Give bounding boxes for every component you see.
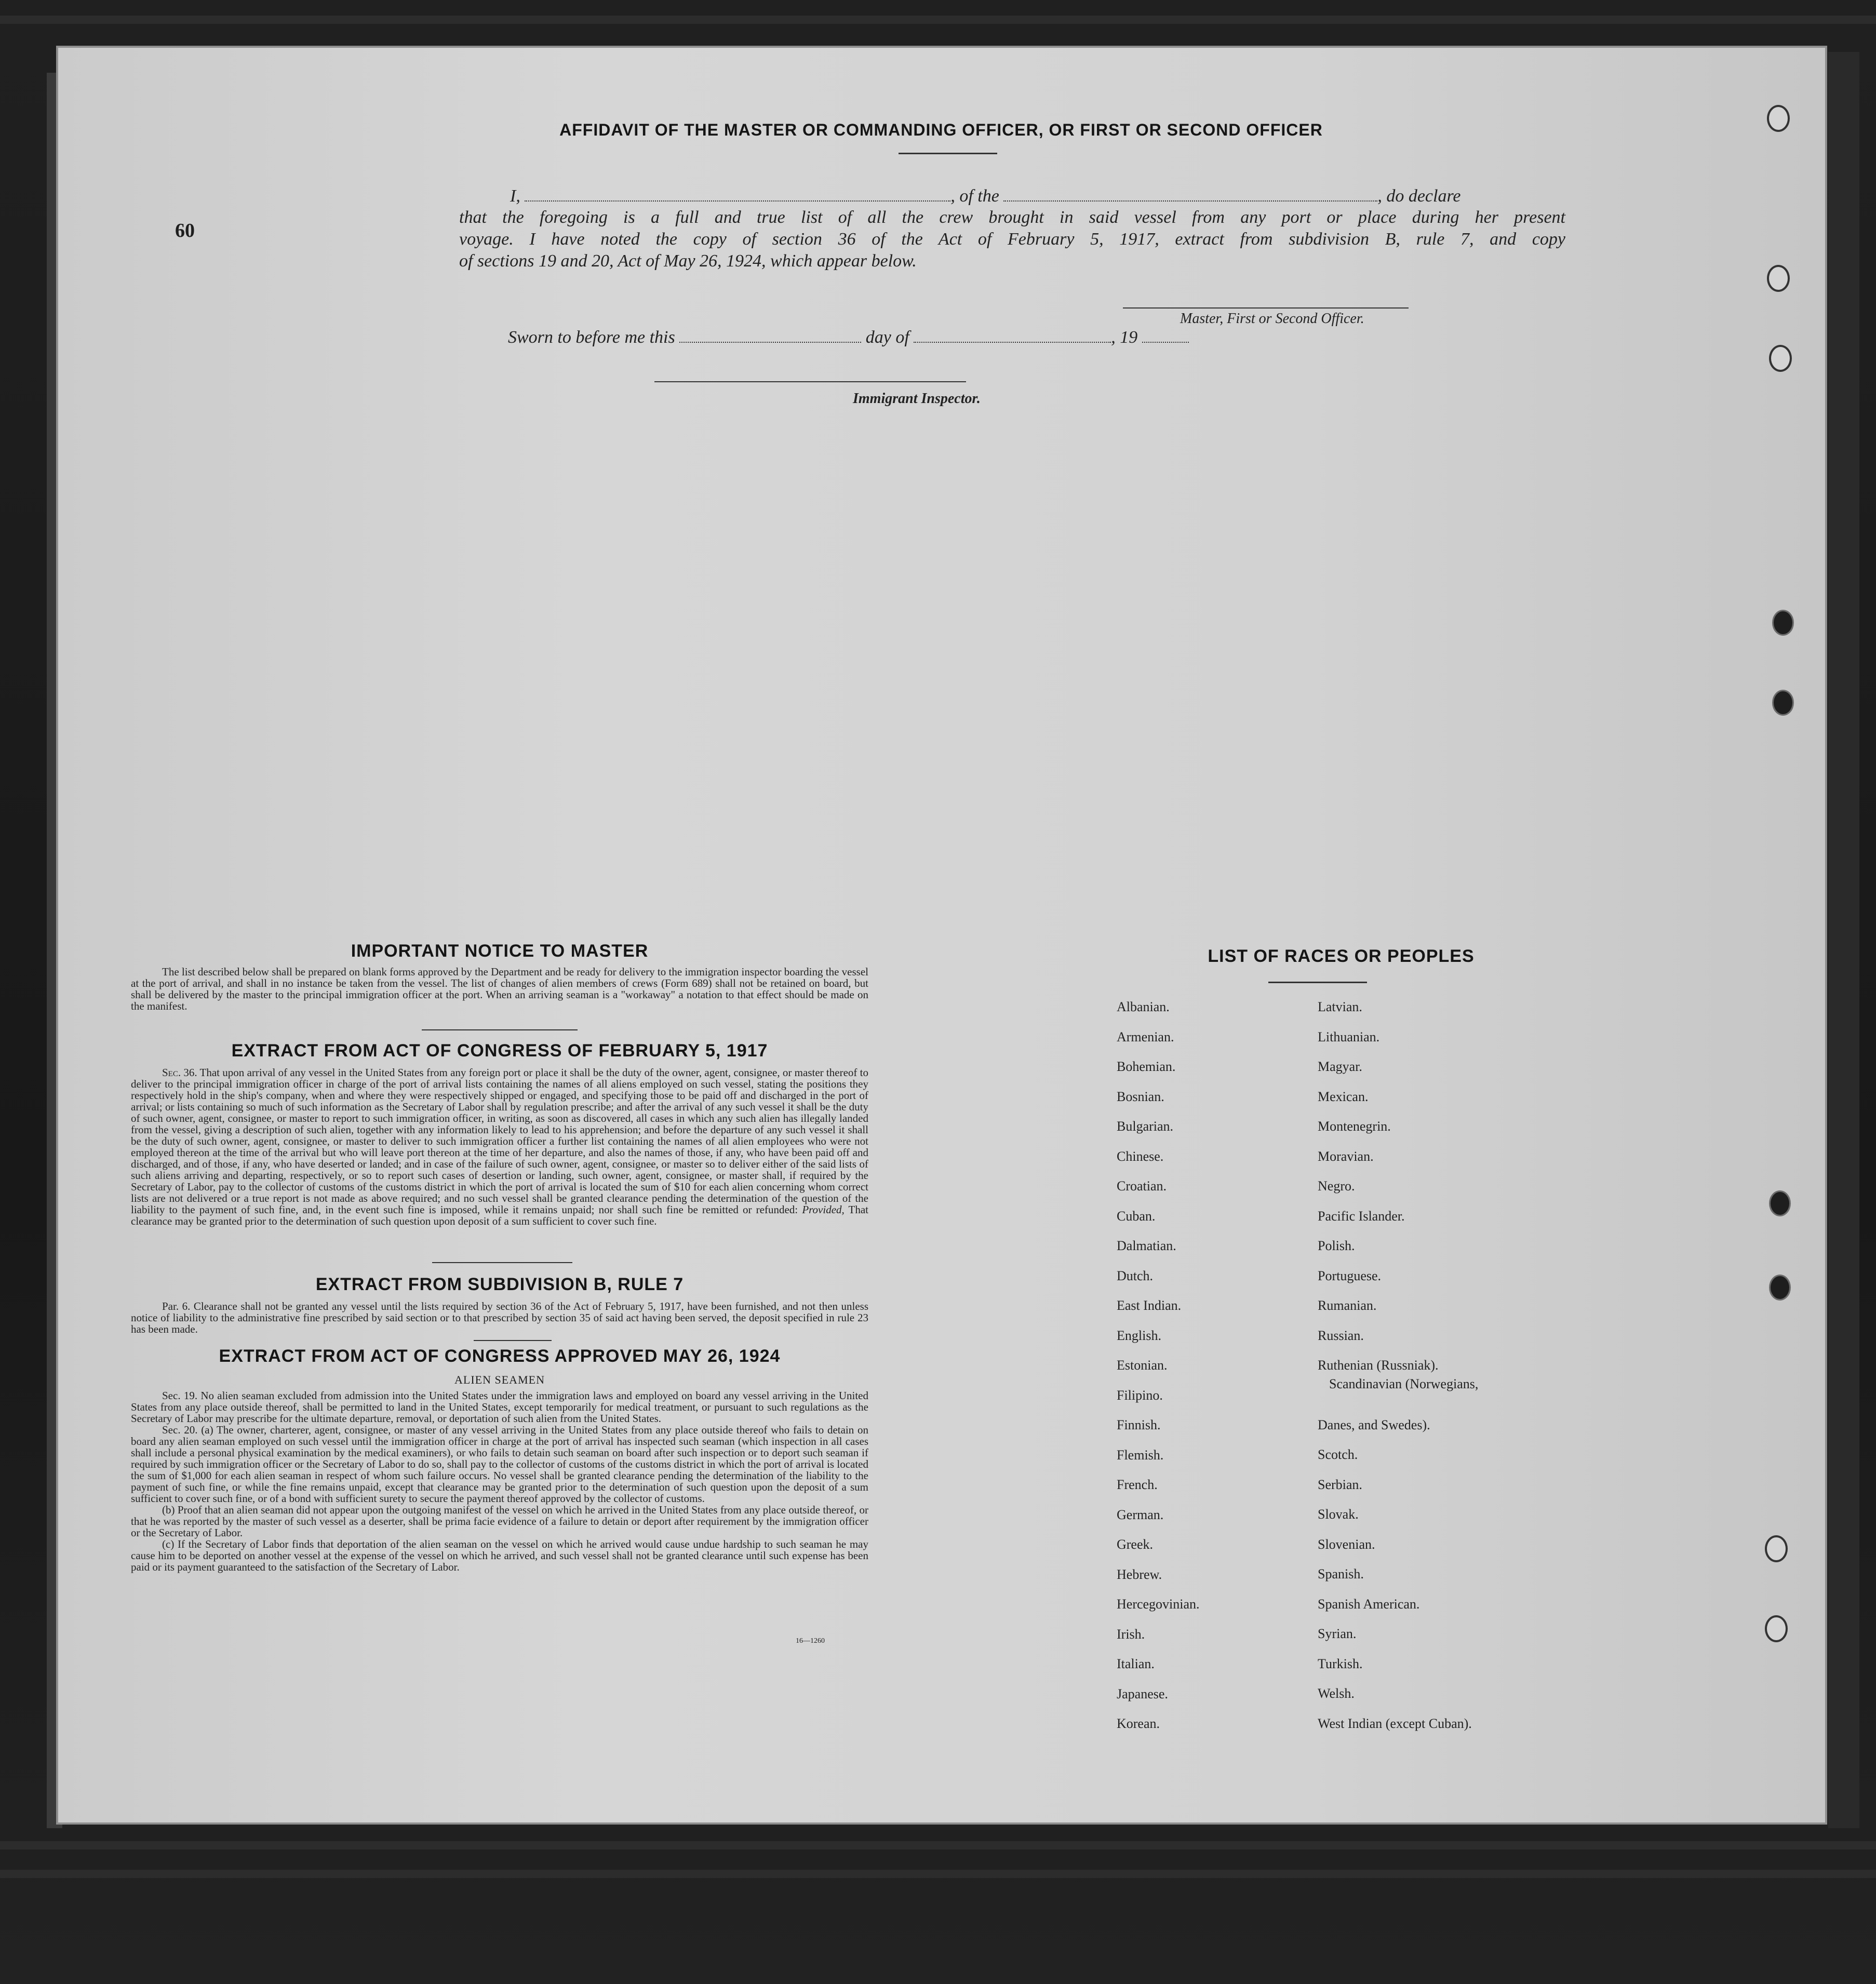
- inspector-signature-line: [654, 381, 966, 382]
- race-item: Negro.: [1318, 1178, 1355, 1194]
- master-label: Master, First or Second Officer.: [1180, 311, 1364, 327]
- provided-word: Provided,: [802, 1203, 845, 1216]
- race-item: Magyar.: [1318, 1059, 1362, 1074]
- race-item: Armenian.: [1117, 1029, 1174, 1044]
- race-item: Flemish.: [1117, 1447, 1164, 1463]
- sworn-month-blank: [914, 326, 1111, 343]
- margin-mark: 60: [175, 220, 195, 242]
- race-item: Turkish.: [1318, 1656, 1363, 1671]
- race-item: Syrian.: [1318, 1626, 1357, 1641]
- notice-body: [131, 966, 868, 1012]
- race-item: Korean.: [1117, 1716, 1160, 1731]
- race-item: Latvian.: [1318, 999, 1362, 1014]
- name-blank: [525, 185, 950, 202]
- sec-20b-text: (b) Proof that an alien seaman did not appear upon the outgoing manifest of the vessel on which he arrived in the United States from any place outside thereof, or that he was reported by the master of such vessel as a deserter, shall be prima facie evidence of a failure to detain or deport after requirement by the immigration officer or the Secretary of Labor.: [131, 1504, 868, 1539]
- sec-36-label: Sec. 36.: [162, 1066, 197, 1079]
- race-item: Mexican.: [1318, 1089, 1369, 1104]
- race-item: Croatian.: [1117, 1178, 1167, 1194]
- race-item: Danes, and Swedes).: [1318, 1417, 1430, 1432]
- vessel-blank: [1003, 185, 1377, 202]
- form-code: 16—1260: [796, 1637, 825, 1645]
- race-item: Pacific Islander.: [1318, 1208, 1405, 1224]
- race-item: Portuguese.: [1318, 1268, 1382, 1283]
- race-item: Russian.: [1318, 1328, 1364, 1343]
- affidavit-title: AFFIDAVIT OF THE MASTER OR COMMANDING OFFICER, OR FIRST OR SECOND OFFICER: [559, 120, 1323, 139]
- race-item: Hercegovinian.: [1117, 1597, 1200, 1612]
- race-item: Montenegrin.: [1318, 1119, 1391, 1134]
- sec-36-text: That upon arrival of any vessel in the United States from any foreign port or place it shall be the duty of the owner, agent, consignee, or master thereof to deliver to the principal immigration officer in charge of the port of arrival lists containing the names of all aliens employed on such vessel, stating the positions they respectively hold in the ship's company, when and where they were respectively shipped or engaged, and specifying those to be paid off and discharged in the port of arrival; or lists containing so much of such information as the Secretary of Labor shall by regulation prescribe; and after the arrival of any such vessel it shall be the duty of such owner, agent, consignee, or master to report to such immigration officer, in writing, as soon as discovered, all cases in which any such alien has illegally landed from the vessel, giving a description of such alien, together with any information likely to lead to his apprehension; and before the departure of any such vessel it shall be the duty of such owner, agent, consignee, or master to deliver to such immigration officer a further list containing the names of all alien employees who were not employed thereon at the time of the arrival but who will leave port thereon at the time of her departure, and also the names of those, if any, who have been paid off and discharged, and of those, if any, who have deserted or landed; and in case of the failure of such owner, agent, consignee, or master so to deliver either of the said lists of such aliens arriving and departing, respectively, or so to report such cases of desertion or landing, such owner, agent, consignee, or master shall, if required by the Secretary of Labor, pay to the collector of customs of the customs district in which the port of arrival is located the sum of $10 for each alien concerning whom correct lists are not delivered or a true report is not made as above required; and no such vessel shall be granted clearance pending the determination of the question of the liability to the payment of such fine, and, in the event such fine is imposed, while it remains unpaid; nor shall such fine be remitted or refunded:: [131, 1066, 868, 1216]
- race-item: Irish.: [1117, 1626, 1145, 1642]
- race-item: Japanese.: [1117, 1686, 1168, 1701]
- affidavit-line-1: [510, 185, 1461, 206]
- races-title: LIST OF RACES OR PEOPLES: [1208, 946, 1475, 966]
- race-item: Spanish.: [1318, 1566, 1364, 1581]
- extract-1917-rule: [432, 1262, 572, 1263]
- races-column-2: [1318, 999, 1478, 1746]
- document-page: [56, 46, 1827, 1825]
- film-edge-bottom: [0, 1841, 1876, 1849]
- race-item: Estonian.: [1117, 1358, 1168, 1373]
- notice-text: The list described below shall be prepared on blank forms approved by the Department and be ready for delivery to the immigration inspector boarding the vessel at the port of arrival, and shall in no instance be taken from the vessel. The list of changes of alien members of crews (Form 689) shall not be retained on board, but shall be delivered by the master to the principal immigration officer at the port. When an arriving seaman is a "workaway" a notation to that effect should be made on the manifest.: [131, 966, 868, 1012]
- extract-1924-body: [131, 1390, 868, 1573]
- extract-1917-title: EXTRACT FROM ACT OF CONGRESS OF FEBRUARY 5, 1917: [231, 1041, 768, 1061]
- race-item: Greek.: [1117, 1537, 1154, 1552]
- master-signature-line: [1123, 307, 1409, 309]
- punch-hole: [1769, 1190, 1791, 1216]
- race-item: Bohemian.: [1117, 1059, 1176, 1074]
- sec-19-text: Sec. 19. No alien seaman excluded from admission into the United States under the immigration laws and employed on board any vessel arriving in the United States from any place outside thereof, shall be permitted to land in the United States, except temporarily for medical treatment, or pursuant to such regulations as the Secretary of Labor may prescribe for the ultimate departure, removal, or deportation of such alien from the United States.: [131, 1389, 868, 1425]
- sworn-prefix: Sworn to before me this: [508, 328, 675, 347]
- notice-title: IMPORTANT NOTICE TO MASTER: [351, 941, 649, 961]
- sworn-year-blank: [1142, 326, 1189, 343]
- race-item: Slovak.: [1318, 1507, 1359, 1522]
- sworn-year: , 19: [1111, 328, 1138, 347]
- extract-1924-title: EXTRACT FROM ACT OF CONGRESS APPROVED MAY 26, 1924: [219, 1346, 781, 1366]
- race-item: Welsh.: [1318, 1686, 1355, 1701]
- race-item: Scotch.: [1318, 1447, 1358, 1462]
- race-item: Cuban.: [1117, 1208, 1156, 1224]
- race-item: German.: [1117, 1507, 1164, 1522]
- race-item: Moravian.: [1318, 1148, 1374, 1164]
- race-item: Slovenian.: [1318, 1536, 1375, 1552]
- punch-hole: [1772, 610, 1794, 636]
- race-item: Chinese.: [1117, 1148, 1164, 1164]
- affidavit-line-4: of sections 19 and 20, Act of May 26, 1924, which appear below.: [459, 251, 917, 271]
- punch-hole: [1765, 1615, 1788, 1642]
- sworn-day-of: day of: [865, 328, 909, 347]
- sec-20c-text: (c) If the Secretary of Labor finds that deportation of the alien seaman on the vessel on which he arrived would cause undue hardship to such seaman he may cause him to be deported on another vessel at the expense of the vessel on which he arrived, and such vessel shall not be granted clearance until such expense has been paid or its payment guaranteed to the satisfaction of the Secretary of Labor.: [131, 1538, 868, 1573]
- rule7-title: EXTRACT FROM SUBDIVISION B, RULE 7: [315, 1275, 684, 1294]
- rule7-text: Par. 6. Clearance shall not be granted any vessel until the lists required by section 36 of the Act of February 5, 1917, have been furnished, and not then unless notice of liability to the administrative fine prescribed by said section or to that prescribed by section 35 of said act having been served, the deposit specified in rule 23 has been made.: [131, 1300, 868, 1335]
- race-item: Filipino.: [1117, 1387, 1163, 1403]
- affidavit-line-2: that the foregoing is a full and true list of all the crew brought in said vessel from any port or place during her present: [459, 208, 1565, 227]
- race-item: Spanish American.: [1318, 1596, 1420, 1612]
- rule7-body: [131, 1301, 868, 1335]
- sworn-day-blank: [679, 326, 861, 343]
- affidavit-line-3: voyage. I have noted the copy of section 36 of the Act of February 5, 1917, extract from subdivision B, rule 7, and copy: [459, 230, 1565, 249]
- notice-rule: [422, 1029, 578, 1030]
- punch-hole: [1767, 105, 1790, 132]
- rule7-rule: [474, 1340, 552, 1341]
- punch-hole: [1765, 1535, 1788, 1562]
- race-item: Bosnian.: [1117, 1089, 1164, 1104]
- extract-1917-paragraph: [131, 1067, 868, 1227]
- races-column-1: [1117, 999, 1200, 1746]
- race-item: Polish.: [1318, 1238, 1355, 1253]
- affidavit-of-the: , of the: [950, 186, 999, 206]
- race-item: East Indian.: [1117, 1298, 1182, 1313]
- race-item: Serbian.: [1318, 1477, 1362, 1492]
- race-item: Finnish.: [1117, 1417, 1161, 1432]
- punch-hole: [1769, 1275, 1791, 1301]
- race-item: Albanian.: [1117, 999, 1170, 1014]
- race-item: Ruthenian (Russniak).: [1318, 1358, 1439, 1373]
- race-item: Hebrew.: [1117, 1566, 1162, 1582]
- punch-hole: [1767, 265, 1790, 292]
- race-item: Dalmatian.: [1117, 1238, 1176, 1253]
- punch-hole: [1772, 690, 1794, 716]
- sworn-line: [508, 326, 1189, 347]
- sec-20a-text: Sec. 20. (a) The owner, charterer, agent, consignee, or master of any vessel arriving in the United States from any place outside thereof who fails to detain on board any alien seaman employed on such vessel until the immigration officer in charge at the port of arrival has inspected such seaman (which inspection in all cases shall include a personal physical examination by the medical examiners), or who fails to detain such seaman on board after such inspection or to deport such seaman if required by such immigration officer or the Secretary of Labor to do so, shall pay to the collector of customs of the customs district in which the port of arrival is located the sum of $1,000 for each alien seaman in respect of whom such failure occurs. No vessel shall be granted clearance pending the determination of the liability to the payment of such fine, or while the fine remains unpaid, except that clearance may be granted prior to the determination of such question upon the deposit of a sum sufficient to cover such fine, or of a bond with sufficient surety to secure the payment thereof approved by the collector of customs.: [131, 1424, 868, 1505]
- affidavit-i: I,: [510, 186, 520, 206]
- affidavit-declare: , do declare: [1377, 186, 1461, 206]
- inspector-label: Immigrant Inspector.: [853, 391, 981, 407]
- film-edge-top: [0, 16, 1876, 24]
- race-item: Scandinavian (Norwegians,: [1329, 1376, 1479, 1391]
- race-item: Dutch.: [1117, 1268, 1154, 1283]
- races-title-rule: [1268, 982, 1367, 983]
- race-item: English.: [1117, 1328, 1161, 1343]
- race-item: Bulgarian.: [1117, 1119, 1174, 1134]
- race-item: Rumanian.: [1318, 1298, 1377, 1313]
- race-item: West Indian (except Cuban).: [1318, 1715, 1472, 1731]
- race-item: Lithuanian.: [1318, 1029, 1380, 1044]
- right-edge-strip: [1828, 52, 1859, 1828]
- alien-seamen-subtitle: ALIEN SEAMEN: [454, 1373, 545, 1386]
- sec-36-text-end: That clearance may be granted prior to the determination of such question upon deposit of a sum sufficient to cover such fine.: [131, 1203, 869, 1227]
- race-item: Italian.: [1117, 1656, 1155, 1671]
- punch-hole: [1769, 345, 1792, 372]
- affidavit-title-rule: [899, 153, 997, 154]
- extract-1917-body: [131, 1067, 868, 1227]
- film-edge-bottom-2: [0, 1870, 1876, 1878]
- race-item: French.: [1117, 1477, 1158, 1492]
